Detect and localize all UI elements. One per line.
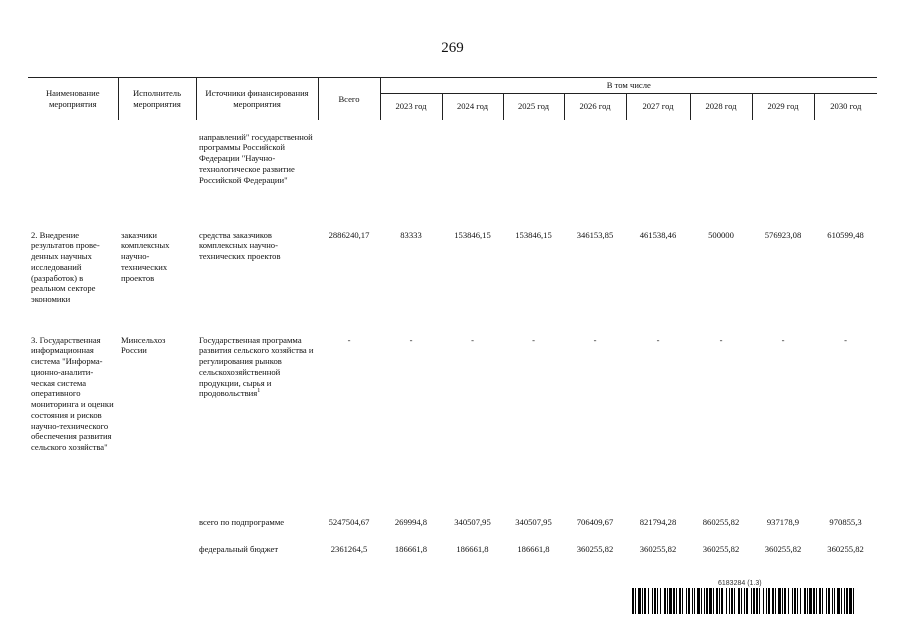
row-executor (118, 544, 196, 570)
row-value (380, 120, 442, 230)
row-total (318, 120, 380, 230)
row-value: 340507,95 (454, 516, 491, 527)
row-value: 186661,8 (394, 543, 428, 554)
row-value: 360255,82 (702, 543, 740, 554)
header-year: 2024 год (442, 93, 503, 120)
row-value: - (409, 334, 413, 345)
row-value: - (844, 334, 847, 345)
row-name (28, 120, 118, 230)
header-year: 2026 год (564, 93, 626, 120)
row-value: 860255,82 (702, 516, 740, 527)
row-total: 2886240,17 (328, 229, 370, 240)
row-value: 153846,15 (454, 229, 491, 240)
header-total: Всего (318, 78, 380, 120)
table-row (28, 335, 877, 517)
header-year: 2029 год (752, 93, 814, 120)
row-name (28, 517, 118, 544)
row-source: средства заказчиков комплексных научно-технических проектов (199, 229, 281, 262)
header-year: 2023 год (380, 93, 442, 120)
row-value: - (532, 334, 535, 345)
row-value: 269994,8 (394, 516, 428, 527)
page-number: 269 (441, 40, 464, 56)
row-value (752, 120, 814, 230)
barcode (632, 588, 858, 614)
row-total: 5247504,67 (328, 516, 370, 527)
header-year: 2027 год (626, 93, 690, 120)
financing-table (28, 77, 877, 570)
header-sources: Источники финансирования мероприятия (196, 78, 318, 120)
table-row (28, 230, 877, 335)
row-value: 821794,28 (639, 516, 677, 527)
barcode-stripe (854, 588, 856, 614)
table-row (28, 120, 877, 230)
row-value: 153846,15 (515, 229, 552, 240)
row-name: 2. Внедрение результатов прове-денных научных исследований (разработок) в реальном секторе экономики (31, 229, 100, 305)
header-year: 2028 год (690, 93, 752, 120)
row-value: 186661,8 (517, 543, 550, 554)
row-executor (118, 120, 196, 230)
row-value: 360255,82 (764, 543, 802, 554)
row-source: направлений" государственной программы Российской Федерации "Научно-технологическое развитие Российской Федерации" (199, 131, 313, 185)
row-total: - (347, 334, 351, 345)
row-value (503, 120, 564, 230)
row-value (814, 120, 877, 230)
header-name: Наименование мероприятия (28, 78, 118, 120)
row-name (28, 544, 118, 570)
row-value: 346153,85 (576, 229, 614, 240)
row-value: - (471, 334, 474, 345)
barcode-label: 6183284 (1.3) (718, 580, 762, 587)
row-value: 970855,3 (829, 516, 862, 527)
row-value: - (719, 334, 723, 345)
row-executor: Минсельхоз России (121, 334, 166, 356)
footnote-marker: 1 (257, 388, 261, 395)
header-including: В том числе (380, 78, 877, 94)
row-executor (118, 517, 196, 544)
row-value: - (656, 334, 660, 345)
row-value: 83333 (400, 229, 422, 240)
row-source-text: Государственная программа развития сельского хозяйства и регулирования рынков сельскохозяйственной продукции, сырья и продовольствия (199, 334, 314, 399)
row-name: 3. Государственная информационная система "Информа-ционно-аналити-ческая система оперативного мониторинга и оценки состояния и рисков научно-технического обеспечения развития сельского хозяйства" (31, 334, 114, 453)
row-value: 610599,48 (827, 229, 864, 240)
row-value: 500000 (708, 229, 734, 240)
row-value: 576923,08 (764, 229, 802, 240)
row-value: - (593, 334, 597, 345)
row-value (564, 120, 626, 230)
row-source (196, 335, 318, 517)
row-value (626, 120, 690, 230)
row-value: 937178,9 (766, 516, 800, 527)
row-source: федеральный бюджет (199, 543, 279, 554)
header-year: 2025 год (503, 93, 564, 120)
row-value: 360255,82 (639, 543, 677, 554)
table-row (28, 544, 877, 570)
header-executor: Исполнитель мероприятия (118, 78, 196, 120)
row-value (442, 120, 503, 230)
row-value: - (781, 334, 785, 345)
row-value (690, 120, 752, 230)
row-value: 360255,82 (576, 543, 614, 554)
header-year: 2030 год (814, 93, 877, 120)
table-row (28, 517, 877, 544)
row-value: 461538,46 (639, 229, 677, 240)
row-value: 706409,67 (576, 516, 614, 527)
row-value: 360255,82 (827, 543, 864, 554)
row-total: 2361264,5 (330, 543, 368, 554)
row-value: 186661,8 (456, 543, 489, 554)
row-value: 340507,95 (515, 516, 552, 527)
row-source: всего по подпрограмме (199, 516, 285, 527)
row-executor: заказчики комплексных научно-технических проектов (121, 229, 170, 283)
